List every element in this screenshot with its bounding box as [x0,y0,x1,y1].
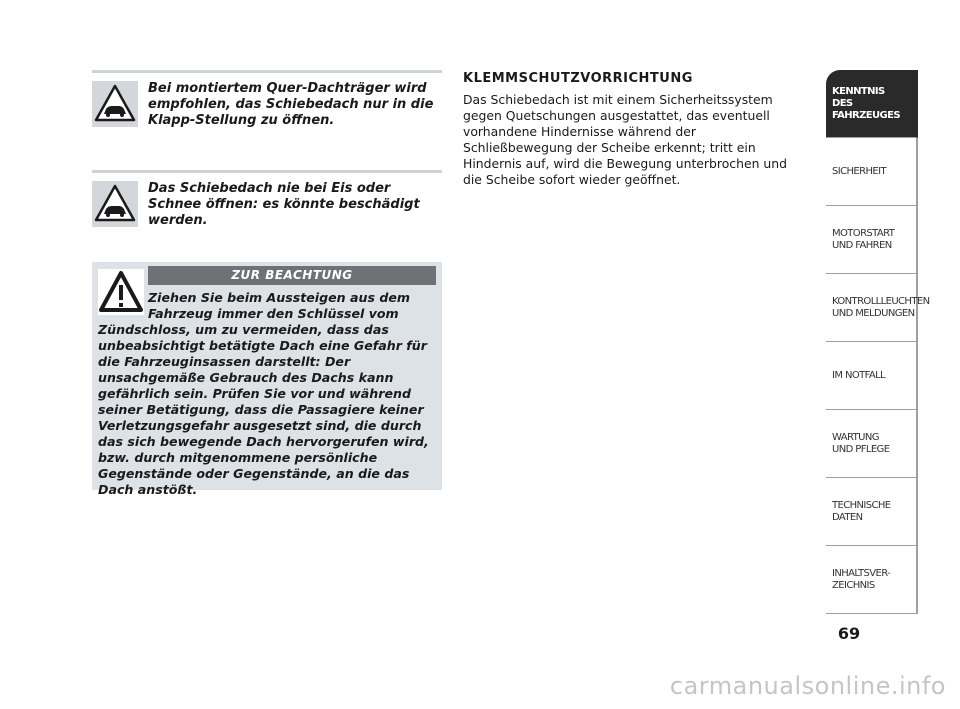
tab-label: MOTORSTART UND FAHREN [832,227,895,251]
tab-kenntnis-des-fahrzeuges[interactable] [826,70,918,138]
page-number: 69 [837,624,861,643]
tab-wartung-und-pflege[interactable] [826,410,918,478]
note-text: Das Schiebedach nie bei Eis oder Schnee öffnen: es könnte beschädigt werden. [148,181,420,228]
tab-label: KONTROLLLEUCHTEN UND MELDUNGEN [832,295,930,319]
tab-sicherheit[interactable] [826,138,918,206]
car-warning-icon [92,81,138,127]
warning-text-container [98,290,434,498]
note-ice-snow [92,170,442,233]
note-text: Bei montiertem Quer-Dachträger wird empfohlen, das Schiebedach nur in die Klapp-Stellung zu öffnen. [148,81,434,128]
tab-im-notfall[interactable] [826,342,918,410]
tab-label: KENNTNIS DES FAHRZEUGES [832,85,900,121]
tab-inhaltsverzeichnis[interactable] [826,546,918,614]
section-anti-pinch [463,70,805,188]
tab-label: SICHERHEIT [832,165,886,177]
warning-box [92,262,442,497]
tab-label: TECHNISCHE DATEN [832,499,891,523]
tab-label: WARTUNG UND PFLEGE [832,431,890,455]
section-body: Das Schiebedach ist mit einem Sicherheitssystem gegen Quetschungen ausgestattet, das eventuell vorhandene Hindernisse während der Schließbewegung der Scheibe erkennt; tritt ein Hindernis auf, wird die Bewegung unterbrochen und die Scheibe sofort wieder geöffnet. [463,92,787,187]
car-warning-icon [92,181,138,227]
warning-text: Ziehen Sie beim Aussteigen aus dem Fahrzeug immer den Schlüssel vom Zündschloss, um zu vermeiden, dass das unbeabsichtigt betätigte Dach eine Gefahr für die Fahrzeuginsassen darstellt: Der unsachgemäße Gebrauch des Dachs kann gefährlich sein. Prüfen Sie vor und während seiner Betätigung, dass die Passagiere keiner Verletzungsgefahr ausgesetzt sind, die durch das sich bewegende Dach hervorgerufen wird, bzw. durch mitgenommene persönliche Gegenstände oder Gegenstände, an die das Dach anstößt. [98,290,429,497]
tab-label: INHALTSVER- ZEICHNIS [832,567,891,591]
chapter-sidebar [826,70,930,614]
warning-banner: ZUR BEACHTUNG [148,266,436,285]
tab-motorstart-und-fahren[interactable] [826,206,918,274]
tab-technische-daten[interactable] [826,478,918,546]
watermark: carmanualsonline.info [669,672,946,700]
note-roof-rack [92,70,442,173]
tab-kontrollleuchten[interactable] [826,274,930,342]
section-title: KLEMMSCHUTZVORRICHTUNG [463,71,693,86]
tab-label: IM NOTFALL [832,369,886,381]
